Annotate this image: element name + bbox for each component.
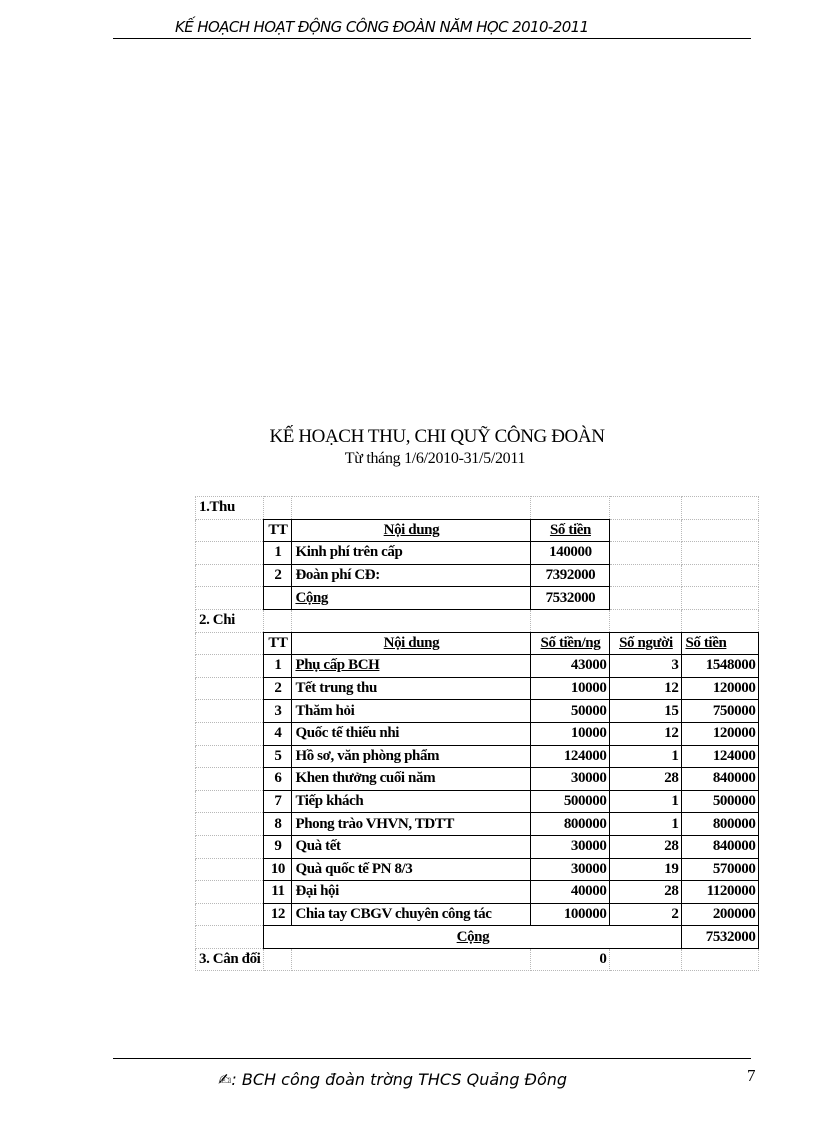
expense-row-amount: 1548000	[682, 655, 759, 678]
expense-row-per-person: 30000	[531, 835, 610, 858]
header-title: KẾ HOẠCH HOẠT ĐỘNG CÔNG ĐOÀN NĂM HỌC 2010-2011	[175, 18, 589, 36]
expense-row-content: Tết trung thu	[292, 677, 531, 700]
expense-row-tt: 5	[264, 745, 292, 768]
expense-row-content: Thăm hỏi	[292, 700, 531, 723]
footer-rule	[113, 1058, 751, 1059]
expense-row-content: Quà tết	[292, 835, 531, 858]
expense-row	[196, 722, 759, 745]
income-total-row	[196, 587, 759, 610]
expense-row-content: Chia tay CBGV chuyên công tác	[292, 903, 531, 926]
expense-row-tt: 9	[264, 835, 292, 858]
expense-row-tt: 2	[264, 677, 292, 700]
expense-row-content: Đại hội	[292, 881, 531, 904]
expense-row-amount: 500000	[682, 790, 759, 813]
expense-row-amount: 124000	[682, 745, 759, 768]
footer-signature	[218, 1070, 567, 1089]
income-row-tt: 1	[264, 542, 292, 565]
expense-header-tt: TT	[264, 632, 292, 655]
expense-row-per-person: 10000	[531, 677, 610, 700]
expense-header-row	[196, 632, 759, 655]
expense-header-amount: Số tiền	[682, 632, 759, 655]
expense-row-tt: 11	[264, 881, 292, 904]
expense-row-amount: 200000	[682, 903, 759, 926]
expense-row	[196, 903, 759, 926]
expense-row	[196, 881, 759, 904]
expense-row-content: Phụ cấp BCH	[292, 655, 531, 678]
expense-row-per-person: 10000	[531, 722, 610, 745]
expense-row-people: 28	[610, 835, 682, 858]
income-row	[196, 542, 759, 565]
expense-row-per-person: 43000	[531, 655, 610, 678]
expense-row-people: 12	[610, 722, 682, 745]
expense-row	[196, 745, 759, 768]
expense-header-per-person: Số tiền/ng	[531, 632, 610, 655]
expense-row-people: 2	[610, 903, 682, 926]
expense-row-per-person: 800000	[531, 813, 610, 836]
expense-row-per-person: 30000	[531, 858, 610, 881]
footer-signature-text: : BCH công đoàn trờng THCS Quảng Đông	[231, 1070, 568, 1089]
balance-amount: 0	[531, 948, 610, 971]
expense-row-per-person: 500000	[531, 790, 610, 813]
header-rule	[113, 38, 751, 39]
expense-row-per-person: 30000	[531, 768, 610, 791]
expense-row-amount: 570000	[682, 858, 759, 881]
expense-row-people: 15	[610, 700, 682, 723]
expense-row-amount: 120000	[682, 722, 759, 745]
expense-row-people: 19	[610, 858, 682, 881]
expense-row	[196, 858, 759, 881]
expense-total-amount: 7532000	[682, 926, 759, 949]
expense-row-content: Quà quốc tế PN 8/3	[292, 858, 531, 881]
expense-row-content: Quốc tế thiếu nhi	[292, 722, 531, 745]
expense-row-tt: 8	[264, 813, 292, 836]
expense-row	[196, 790, 759, 813]
expense-row-per-person: 50000	[531, 700, 610, 723]
expense-row-people: 12	[610, 677, 682, 700]
expense-header-content: Nội dung	[292, 632, 531, 655]
income-total-amount: 7532000	[531, 587, 610, 610]
expense-row-people: 28	[610, 768, 682, 791]
expense-row	[196, 835, 759, 858]
section-label-expense: 2. Chi	[196, 609, 264, 632]
expense-row-tt: 12	[264, 903, 292, 926]
expense-row-content: Khen thưởng cuối năm	[292, 768, 531, 791]
expense-row-tt: 6	[264, 768, 292, 791]
income-header-tt: TT	[264, 519, 292, 542]
income-row-content: Kinh phí trên cấp	[292, 542, 531, 565]
income-header-content: Nội dung	[292, 519, 531, 542]
expense-row-content: Hồ sơ, văn phòng phẩm	[292, 745, 531, 768]
expense-row-tt: 1	[264, 655, 292, 678]
expense-row-amount: 840000	[682, 768, 759, 791]
expense-row	[196, 677, 759, 700]
income-row-amount: 7392000	[531, 564, 610, 587]
expense-row-amount: 750000	[682, 700, 759, 723]
expense-header-people: Số người	[610, 632, 682, 655]
fund-plan-table	[195, 496, 759, 971]
expense-row-amount: 1120000	[682, 881, 759, 904]
expense-row	[196, 768, 759, 791]
expense-row-people: 3	[610, 655, 682, 678]
pen-icon: ✍	[218, 1070, 232, 1089]
expense-row-people: 28	[610, 881, 682, 904]
expense-row-amount: 840000	[682, 835, 759, 858]
expense-total-row	[196, 926, 759, 949]
section-label-balance: 3. Cân đối	[196, 948, 264, 971]
expense-row-per-person: 124000	[531, 745, 610, 768]
expense-total-label: Cộng	[264, 926, 682, 949]
expense-row-tt: 7	[264, 790, 292, 813]
document-title: KẾ HOẠCH THU, CHI QUỸ CÔNG ĐOÀN	[269, 426, 605, 447]
income-header-row	[196, 519, 759, 542]
income-total-label: Cộng	[292, 587, 531, 610]
expense-row-content: Phong trào VHVN, TDTT	[292, 813, 531, 836]
balance-row	[196, 948, 759, 971]
income-row-amount: 140000	[531, 542, 610, 565]
expense-row-amount: 800000	[682, 813, 759, 836]
expense-row	[196, 813, 759, 836]
document-subtitle: Từ tháng 1/6/2010-31/5/2011	[344, 450, 526, 467]
income-row-tt: 2	[264, 564, 292, 587]
expense-row-content: Tiếp khách	[292, 790, 531, 813]
income-row-content: Đoàn phí CĐ:	[292, 564, 531, 587]
expense-row-tt: 4	[264, 722, 292, 745]
income-header-amount: Số tiền	[531, 519, 610, 542]
income-row	[196, 564, 759, 587]
page-number: 7	[747, 1066, 756, 1085]
expense-row-people: 1	[610, 813, 682, 836]
section-row-expense	[196, 609, 759, 632]
section-row-income	[196, 497, 759, 520]
expense-row-amount: 120000	[682, 677, 759, 700]
section-label-income: 1.Thu	[196, 497, 264, 520]
expense-row-people: 1	[610, 790, 682, 813]
expense-row-per-person: 100000	[531, 903, 610, 926]
expense-row-tt: 10	[264, 858, 292, 881]
expense-row	[196, 655, 759, 678]
expense-row-people: 1	[610, 745, 682, 768]
expense-row-per-person: 40000	[531, 881, 610, 904]
expense-row-tt: 3	[264, 700, 292, 723]
expense-row	[196, 700, 759, 723]
